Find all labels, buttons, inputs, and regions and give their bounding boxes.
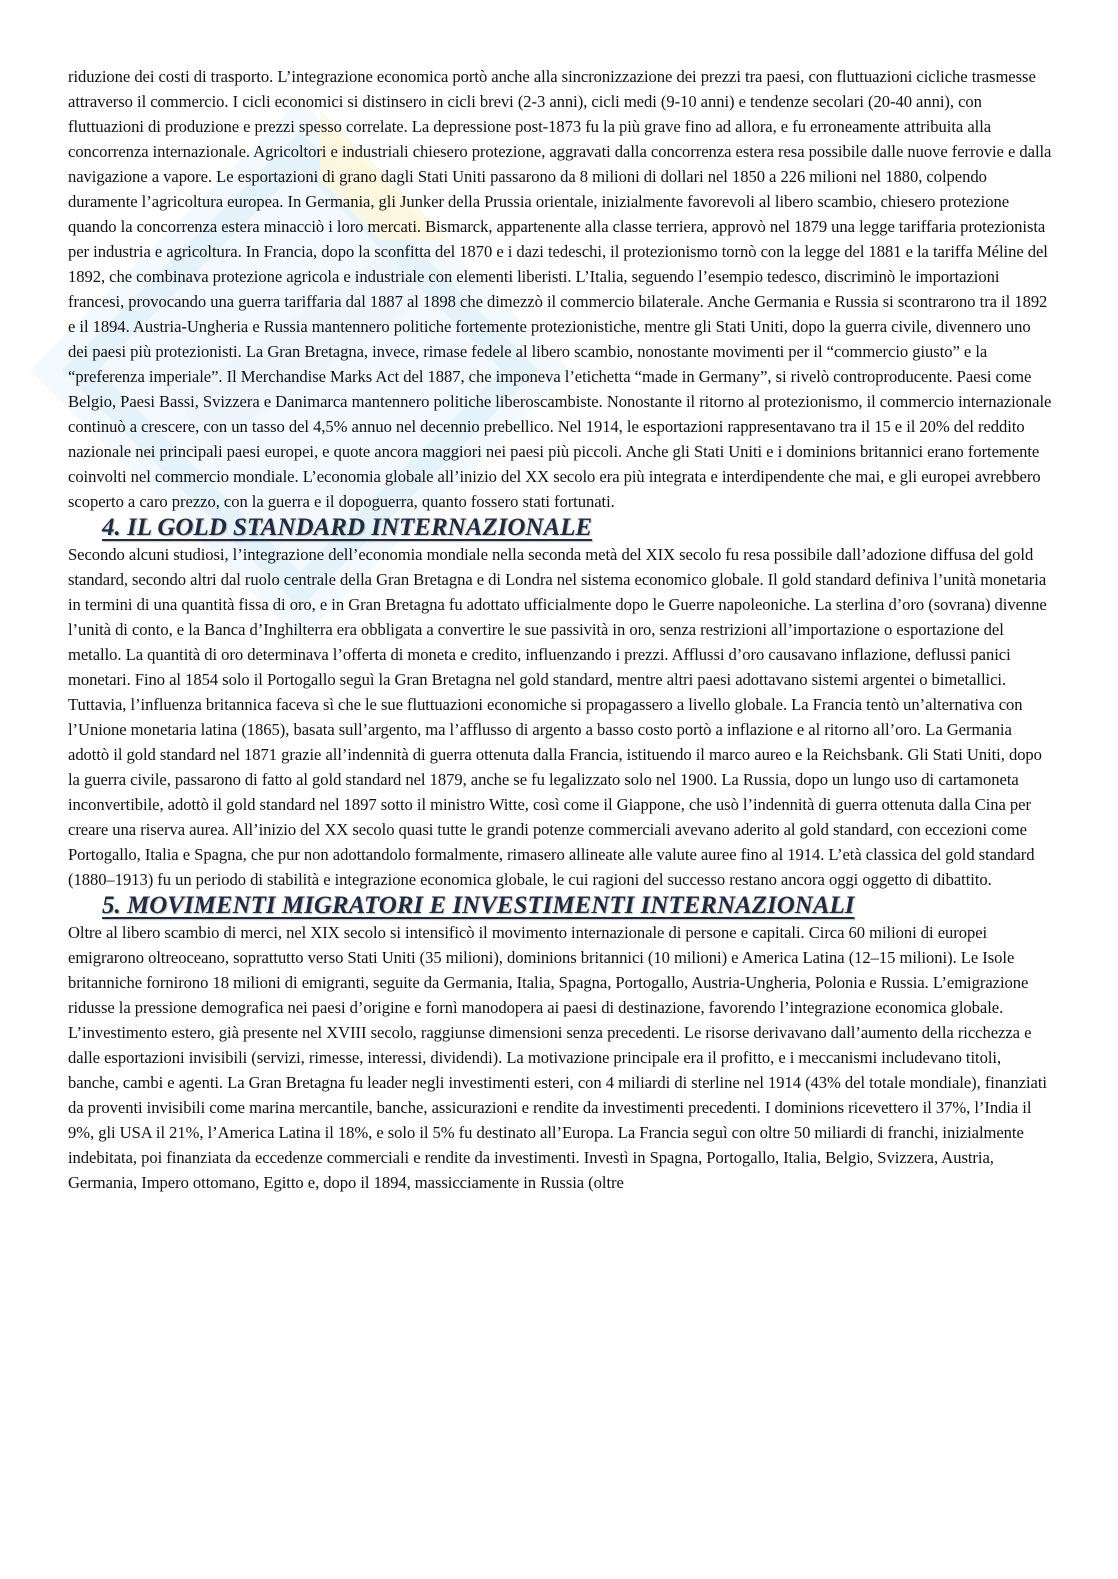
- document-page: [68, 64, 1052, 1195]
- gold-standard-paragraph: Secondo alcuni studiosi, l’integrazione dell’economia mondiale nella seconda metà del XIX secolo fu resa possibile dall’adozione diffusa del gold standard, secondo altri dal ruolo centrale della Gran Bretagna e di Londra nel sistema economico globale. Il gold standard definiva l’unità monetaria in termini di una quantità fissa di oro, e in Gran Bretagna fu adottato ufficialmente dopo le Guerre napoleoniche. La sterlina d’oro (sovrana) divenne l’unità di conto, e la Banca d’Inghilterra era obbligata a convertire le sue passività in oro, senza restrizioni all’importazione o esportazione del metallo. La quantità di oro determinava l’offerta di moneta e credito, influenzando i prezzi. Afflussi d’oro causavano inflazione, deflussi panici monetari. Fino al 1854 solo il Portogallo seguì la Gran Bretagna nel gold standard, mentre altri paesi adottavano sistemi argentei o bimetallici. Tuttavia, l’influenza britannica faceva sì che le sue fluttuazioni economiche si propagassero a livello globale. La Francia tentò un’alternativa con l’Unione monetaria latina (1865), basata sull’argento, ma l’afflusso di argento a basso costo portò a inflazione e al ritorno all’oro. La Germania adottò il gold standard nel 1871 grazie all’indennità di guerra ottenuta dalla Francia, istituendo il marco aureo e la Reichsbank. Gli Stati Uniti, dopo la guerra civile, passarono di fatto al gold standard nel 1879, anche se fu legalizzato solo nel 1900. La Russia, dopo un lungo uso di cartamoneta inconvertibile, adottò il gold standard nel 1897 sotto il ministro Witte, così come il Giappone, che usò l’indennità di guerra ottenuta dalla Cina per creare una riserva aurea. All’inizio del XX secolo quasi tutte le grandi potenze commerciali avevano aderito al gold standard, con eccezioni come Portogallo, Italia e Spagna, che pur non adottandolo formalmente, rimasero allineate alle valute auree fino al 1914. L’età classica del gold standard (1880–1913) fu un periodo di stabilità e integrazione economica globale, le cui ragioni del successo restano ancora oggi oggetto di dibattito.: [68, 545, 1047, 889]
- section-heading-migration-investment: 5. MOVIMENTI MIGRATORI E INVESTIMENTI INTERNAZIONALI: [102, 892, 855, 919]
- migration-investment-paragraph: Oltre al libero scambio di merci, nel XIX secolo si intensificò il movimento internazionale di persone e capitali. Circa 60 milioni di europei emigrarono oltreoceano, soprattutto verso Stati Uniti (35 milioni), dominions britannici (10 milioni) e America Latina (12–15 milioni). Le Isole britanniche fornirono 18 milioni di emigranti, seguite da Germania, Italia, Spagna, Portogallo, Austria-Ungheria, Polonia e Russia. L’emigrazione ridusse la pressione demografica nei paesi d’origine e fornì manodopera ai paesi di destinazione, favorendo l’integrazione economica globale. L’investimento estero, già presente nel XVIII secolo, raggiunse dimensioni senza precedenti. Le risorse derivavano dall’aumento della ricchezza e dalle esportazioni invisibili (servizi, rimesse, interessi, dividendi). La motivazione principale era il profitto, e i meccanismi includevano titoli, banche, cambi e agenti. La Gran Bretagna fu leader negli investimenti esteri, con 4 miliardi di sterline nel 1914 (43% del totale mondiale), finanziati da proventi invisibili come marina mercantile, banche, assicurazioni e rendite da investimenti precedenti. I dominions ricevettero il 37%, l’India il 9%, gli USA il 21%, l’America Latina il 18%, e solo il 5% fu destinato all’Europa. La Francia seguì con oltre 50 miliardi di franchi, inizialmente indebitata, poi finanziata da eccedenze commerciali e rendite da investimenti. Investì in Spagna, Portogallo, Italia, Belgio, Svizzera, Austria, Germania, Impero ottomano, Egitto e, dopo il 1894, massicciamente in Russia (oltre: [68, 923, 1047, 1192]
- intro-paragraph: riduzione dei costi di trasporto. L’integrazione economica portò anche alla sincronizzazione dei prezzi tra paesi, con fluttuazioni cicliche trasmesse attraverso il commercio. I cicli economici si distinsero in cicli brevi (2-3 anni), cicli medi (9-10 anni) e tendenze secolari (20-40 anni), con fluttuazioni di produzione e prezzi spesso correlate. La depressione post-1873 fu la più grave fino ad allora, e fu erroneamente attribuita alla concorrenza internazionale. Agricoltori e industriali chiesero protezione, aggravati dalla concorrenza estera resa possibile dalle nuove ferrovie e dalla navigazione a vapore. Le esportazioni di grano dagli Stati Uniti passarono da 8 milioni di dollari nel 1850 a 226 milioni nel 1880, colpendo duramente l’agricoltura europea. In Germania, gli Junker della Prussia orientale, inizialmente favorevoli al libero scambio, chiesero protezione quando la concorrenza estera minacciò i loro mercati. Bismarck, appartenente alla classe terriera, approvò nel 1879 una legge tariffaria protezionista per industria e agricoltura. In Francia, dopo la sconfitta del 1870 e i dazi tedeschi, il protezionismo tornò con la legge del 1881 e la tariffa Méline del 1892, che combinava protezione agricola e industriale con elementi liberisti. L’Italia, seguendo l’esempio tedesco, discriminò le importazioni francesi, provocando una guerra tariffaria dal 1887 al 1898 che dimezzò il commercio bilaterale. Anche Germania e Russia si scontrarono tra il 1892 e il 1894. Austria-Ungheria e Russia mantennero politiche fortemente protezionistiche, mentre gli Stati Uniti, dopo la guerra civile, divennero uno dei paesi più protezionisti. La Gran Bretagna, invece, rimase fedele al libero scambio, nonostante movimenti per il “commercio giusto” e la “preferenza imperiale”. Il Merchandise Marks Act del 1887, che imponeva l’etichetta “made in Germany”, si rivelò controproducente. Paesi come Belgio, Paesi Bassi, Svizzera e Danimarca mantennero politiche liberoscambiste. Nonostante il ritorno al protezionismo, il commercio internazionale continuò a crescere, con un tasso del 4,5% annuo nel decennio prebellico. Nel 1914, le esportazioni rappresentavano tra il 15 e il 20% del reddito nazionale nei principali paesi europei, e quote ancora maggiori nei paesi più piccoli. Anche gli Stati Uniti e i dominions britannici erano fortemente coinvolti nel commercio mondiale. L’economia globale all’inizio del XX secolo era più integrata e interdipendente che mai, e gli europei avrebbero scoperto a caro prezzo, con la guerra e il dopoguerra, quanto fossero stati fortunati.: [68, 67, 1052, 511]
- section-heading-gold-standard: 4. IL GOLD STANDARD INTERNAZIONALE: [102, 514, 593, 541]
